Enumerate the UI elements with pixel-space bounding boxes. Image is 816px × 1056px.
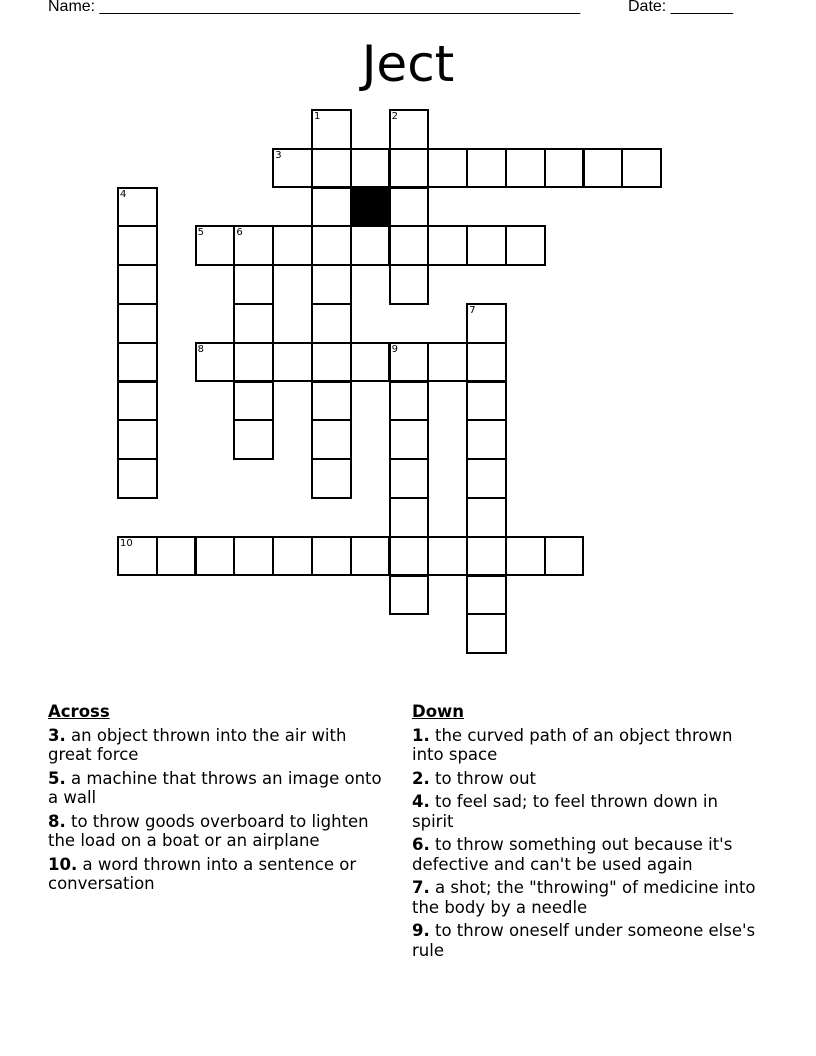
clue-number: 7. — [412, 878, 430, 897]
grid-cell[interactable] — [389, 419, 430, 460]
grid-cell[interactable] — [233, 381, 274, 422]
down-heading: Down — [412, 702, 465, 721]
grid-cell[interactable] — [389, 342, 430, 383]
grid-cell[interactable] — [466, 381, 507, 422]
grid-cell[interactable] — [505, 225, 546, 266]
grid-cell[interactable] — [466, 342, 507, 383]
grid-cell[interactable] — [350, 148, 391, 189]
clue-number: 4. — [412, 792, 430, 811]
clue-number: 10. — [48, 854, 78, 874]
grid-cell[interactable] — [117, 536, 158, 577]
grid-cell[interactable] — [311, 225, 352, 266]
grid-cell[interactable] — [195, 225, 236, 266]
grid-cell[interactable] — [195, 536, 236, 577]
grid-cell[interactable] — [466, 148, 507, 189]
clue-text: to throw oneself under someone else's rule — [412, 921, 756, 960]
grid-cell[interactable] — [117, 381, 158, 422]
clue-number: 6. — [412, 835, 430, 854]
clue-text: to throw something out because it's defective and can't be used again — [412, 835, 733, 874]
grid-cell[interactable] — [311, 148, 352, 189]
grid-cell[interactable] — [117, 225, 158, 266]
grid-cell[interactable] — [389, 497, 430, 538]
grid-cell[interactable] — [389, 381, 430, 422]
clue-across-5 — [48, 769, 393, 808]
across-clues — [48, 702, 393, 898]
grid-cell[interactable] — [466, 536, 507, 577]
grid-cell[interactable] — [466, 419, 507, 460]
name-field-label: Name: ______________________________________________________ — [48, 0, 581, 15]
grid-cell[interactable] — [427, 536, 468, 577]
clue-down-2 — [412, 769, 762, 789]
grid-cell[interactable] — [466, 497, 507, 538]
grid-cell[interactable] — [466, 575, 507, 616]
grid-cell[interactable] — [156, 536, 197, 577]
grid-cell[interactable] — [311, 264, 352, 305]
cell-number: 3 — [275, 149, 282, 161]
across-heading: Across — [48, 702, 110, 721]
clue-down-7 — [412, 878, 762, 917]
clue-text: a shot; the "throwing" of medicine into the body by a needle — [412, 878, 756, 917]
cell-number: 4 — [120, 188, 127, 200]
grid-cell[interactable] — [427, 342, 468, 383]
cell-number: 1 — [314, 111, 321, 122]
clue-number: 9. — [412, 921, 430, 940]
grid-cell[interactable] — [583, 148, 624, 189]
clue-across-3 — [48, 726, 393, 765]
clue-across-10 — [48, 855, 393, 894]
clue-text: a word thrown into a sentence or conversation — [48, 854, 357, 893]
grid-cell[interactable] — [427, 148, 468, 189]
grid-cell[interactable] — [311, 419, 352, 460]
grid-cell[interactable] — [233, 225, 274, 266]
grid-cell[interactable] — [389, 536, 430, 577]
grid-cell[interactable] — [389, 575, 430, 616]
clue-down-9 — [412, 921, 762, 960]
grid-cell[interactable] — [389, 187, 430, 228]
grid-cell[interactable] — [350, 536, 391, 577]
cell-number: 7 — [469, 305, 476, 316]
grid-cell[interactable] — [466, 303, 507, 344]
cell-number: 8 — [197, 343, 204, 355]
grid-cell[interactable] — [311, 458, 352, 499]
grid-cell[interactable] — [389, 264, 430, 305]
grid-cell[interactable] — [233, 264, 274, 305]
grid-cell[interactable] — [117, 187, 158, 228]
grid-cell[interactable] — [311, 381, 352, 422]
cell-number: 5 — [197, 227, 204, 239]
clue-text: the curved path of an object thrown into space — [412, 725, 733, 764]
grid-cell[interactable] — [466, 225, 507, 266]
grid-cell[interactable] — [311, 109, 352, 150]
grid-cell[interactable] — [389, 148, 430, 189]
grid-cell[interactable] — [272, 225, 313, 266]
grid-cell[interactable] — [195, 342, 236, 383]
grid-block — [350, 187, 391, 228]
clue-number: 5. — [48, 768, 66, 788]
grid-cell[interactable] — [505, 536, 546, 577]
grid-cell[interactable] — [117, 458, 158, 499]
grid-cell[interactable] — [311, 536, 352, 577]
clue-text: to throw out — [435, 768, 537, 788]
grid-cell[interactable] — [544, 148, 585, 189]
grid-cell[interactable] — [466, 458, 507, 499]
grid-cell[interactable] — [272, 536, 313, 577]
clue-number: 2. — [412, 768, 430, 788]
clue-text: to feel sad; to feel thrown down in spirit — [412, 792, 718, 831]
grid-cell[interactable] — [389, 458, 430, 499]
clue-down-4 — [412, 792, 762, 831]
puzzle-title: Ject — [361, 35, 455, 93]
grid-cell[interactable] — [621, 148, 662, 189]
cell-number: 6 — [236, 227, 243, 239]
grid-cell[interactable] — [233, 419, 274, 460]
grid-cell[interactable] — [505, 148, 546, 189]
grid-cell[interactable] — [233, 342, 274, 383]
date-field-label: Date: _______ — [628, 0, 733, 15]
grid-cell[interactable] — [233, 303, 274, 344]
grid-cell[interactable] — [272, 342, 313, 383]
clue-across-8 — [48, 812, 393, 851]
grid-cell[interactable] — [117, 419, 158, 460]
clue-text: a machine that throws an image onto a wall — [48, 768, 382, 807]
down-clues — [412, 702, 762, 964]
grid-cell[interactable] — [272, 148, 313, 189]
clue-number: 8. — [48, 811, 66, 831]
grid-cell[interactable] — [466, 613, 507, 654]
grid-cell[interactable] — [350, 225, 391, 266]
clue-down-1 — [412, 726, 762, 765]
clue-text: to throw goods overboard to lighten the load on a boat or an airplane — [48, 811, 369, 850]
grid-cell[interactable] — [311, 303, 352, 344]
grid-cell[interactable] — [117, 264, 158, 305]
grid-cell[interactable] — [117, 342, 158, 383]
grid-cell[interactable] — [350, 342, 391, 383]
grid-cell[interactable] — [311, 187, 352, 228]
clue-number: 1. — [412, 725, 430, 745]
cell-number: 10 — [120, 537, 133, 549]
cell-number: 9 — [391, 343, 398, 355]
cell-number: 2 — [391, 111, 398, 122]
grid-cell[interactable] — [117, 303, 158, 344]
clue-down-6 — [412, 835, 762, 874]
clue-number: 3. — [48, 725, 66, 745]
grid-cell[interactable] — [311, 342, 352, 383]
grid-cell[interactable] — [233, 536, 274, 577]
grid-cell[interactable] — [389, 109, 430, 150]
grid-cell[interactable] — [427, 225, 468, 266]
grid-cell[interactable] — [544, 536, 585, 577]
clue-text: an object thrown into the air with great force — [48, 725, 347, 764]
grid-cell[interactable] — [389, 225, 430, 266]
